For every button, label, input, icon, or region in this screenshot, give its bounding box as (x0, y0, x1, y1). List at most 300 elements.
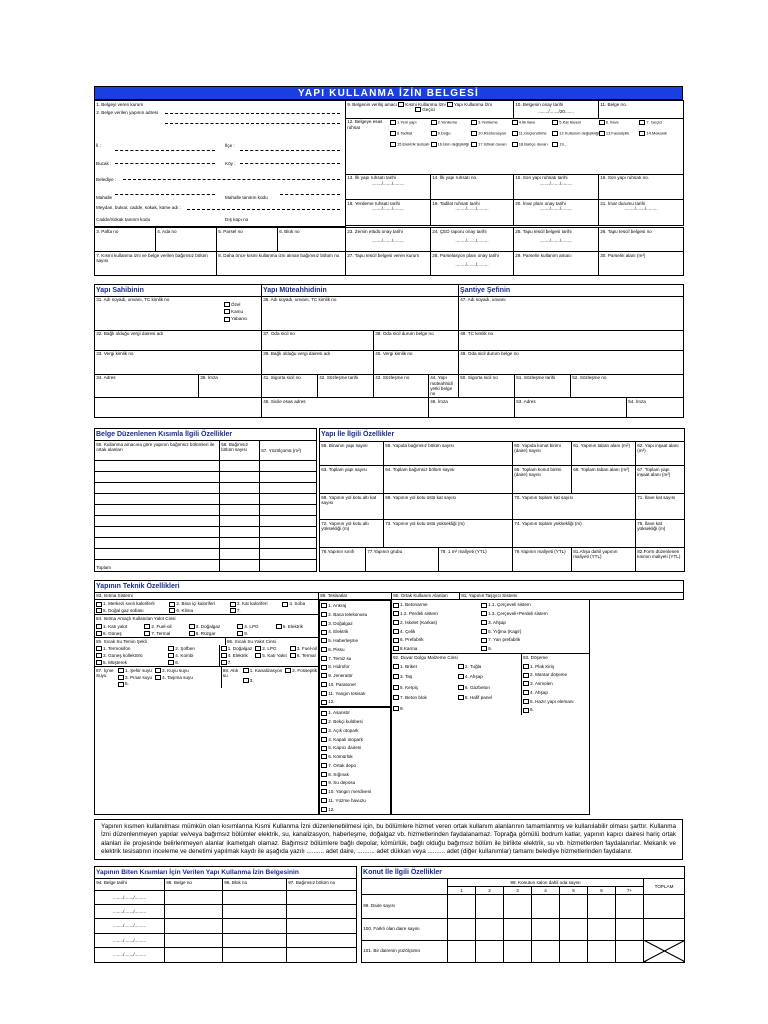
ruhsat-option (390, 131, 431, 136)
belge-cell[interactable] (260, 460, 317, 471)
tasiyici-option-checkbox[interactable] (481, 629, 487, 634)
ortak-option-checkbox[interactable] (321, 772, 327, 777)
f10-value[interactable]: ......../......./20....... (538, 109, 574, 115)
f18-value[interactable]: ......../......./......... (371, 206, 405, 212)
f101-label: 101. Bir dairenin yüzölçümü (362, 940, 448, 962)
tesisat-option-checkbox[interactable] (321, 603, 327, 608)
atik-option-checkbox[interactable] (243, 678, 249, 683)
biten-cell[interactable]: ......../......./......... (95, 904, 165, 918)
f15-value[interactable]: ......../......./......... (539, 180, 573, 186)
f10-label: 10. Belgenin onay tarihi (515, 101, 564, 107)
belediye-input[interactable] (123, 176, 340, 180)
ozel-checkbox[interactable] (224, 302, 230, 307)
belge-cell[interactable] (220, 537, 260, 548)
il-input[interactable] (115, 147, 215, 151)
sicak_yakit-option-checkbox[interactable] (255, 646, 261, 651)
sicak-option-checkbox[interactable] (96, 660, 102, 665)
belge-cell[interactable] (220, 548, 260, 559)
duvar-option-checkbox[interactable] (393, 685, 399, 690)
ruhsat-option-checkbox[interactable] (552, 142, 558, 147)
f23-value[interactable]: ......../......./......... (371, 238, 405, 244)
ruhsat-option-checkbox[interactable] (471, 142, 477, 147)
belge-cell[interactable] (220, 504, 260, 515)
tesisat-option-checkbox[interactable] (321, 682, 327, 687)
doseme-option-checkbox[interactable] (523, 708, 529, 713)
belge-cell[interactable] (95, 493, 220, 504)
mahalle-input[interactable] (115, 191, 215, 195)
form-title: YAPI KULLANMA İZİN BELGESİ (94, 86, 683, 100)
sicak_yakit-option-checkbox[interactable] (290, 653, 296, 658)
belge-toplam: Toplam (95, 559, 220, 571)
doseme-option-checkbox[interactable] (523, 673, 529, 678)
duvar-option-checkbox[interactable] (458, 695, 464, 700)
tesisat-option (321, 620, 389, 627)
tesisat-option-label: 2. Baca telekonusu (328, 611, 368, 617)
f47-label: 47. Adı soyadı, unvanı (459, 296, 684, 330)
tasiyici-option (481, 636, 588, 643)
duvar-option-checkbox[interactable] (393, 695, 399, 700)
belge-cell[interactable] (260, 504, 317, 515)
tasiyici-option (481, 645, 588, 652)
biten-cell[interactable] (287, 904, 357, 918)
yakit-option-checkbox[interactable] (189, 624, 195, 629)
belge-cell[interactable] (220, 493, 260, 504)
belge-header: Belge Düzenlenen Kısımla İlgili Özellikler (95, 429, 317, 441)
yakit-option-checkbox[interactable] (96, 624, 102, 629)
belediye-label: Belediye : (96, 177, 117, 182)
sicak-yakit-list (220, 645, 318, 666)
tesisat-option (321, 611, 389, 618)
belge-cell[interactable] (220, 526, 260, 537)
belge-cell[interactable] (95, 537, 220, 548)
tasiyici-option-checkbox[interactable] (481, 620, 487, 625)
doseme-option-label: 2. Mantar döşeme (530, 672, 568, 678)
f1-input[interactable] (165, 110, 340, 114)
f28-value[interactable]: ......../......./......... (455, 262, 489, 268)
f23-cell (346, 228, 431, 252)
belge-cell[interactable] (95, 515, 220, 526)
f92-label: 92. Duvar Dolgu Malzeme Cinsi (392, 654, 522, 661)
top-info-table (94, 100, 684, 227)
f30-label: 30. Parselin alanı (m²) (599, 252, 684, 276)
sicak-option-checkbox[interactable] (168, 660, 174, 665)
sicak_yakit-option-checkbox[interactable] (221, 653, 227, 658)
tesisat-option-checkbox[interactable] (321, 673, 327, 678)
belge-cell[interactable] (260, 548, 317, 559)
tesisat-option-checkbox[interactable] (321, 691, 327, 696)
belge-cell[interactable] (260, 482, 317, 493)
f16-cell (599, 174, 684, 200)
ruhsat-option-checkbox[interactable] (552, 120, 558, 125)
ortak-option-checkbox[interactable] (321, 711, 327, 716)
tasiyici-option-checkbox[interactable] (481, 611, 487, 616)
ortak-option-checkbox[interactable] (321, 746, 327, 751)
ruhsat-option-checkbox[interactable] (471, 131, 477, 136)
yakit-option-checkbox[interactable] (96, 631, 102, 636)
belge-cell[interactable] (220, 471, 260, 482)
biten-cell[interactable] (223, 904, 287, 918)
ruhsat-option-checkbox[interactable] (512, 142, 518, 147)
biten-cell[interactable] (287, 933, 357, 947)
ruhsat-option (512, 131, 553, 136)
f52-label: 52. Sözleşme no (571, 374, 684, 398)
atik-option-label: 3. (249, 678, 254, 684)
ortak-option-label: 5. Kapıcı dairesi (328, 745, 362, 751)
atik-option (243, 678, 282, 687)
belge-cell[interactable] (95, 504, 220, 515)
yapi-kullanma-checkbox[interactable] (447, 102, 453, 107)
ortak-option-checkbox[interactable] (321, 807, 327, 812)
biten-cell[interactable] (165, 933, 223, 947)
yakit-option (96, 624, 141, 629)
sicak_yakit-option-checkbox[interactable] (221, 660, 227, 665)
f9-label: 9. Belgenin veriliş amacı (347, 101, 397, 107)
biten-cell[interactable] (287, 890, 357, 904)
ruhsat-option-checkbox[interactable] (390, 142, 396, 147)
belge-cell[interactable] (260, 471, 317, 482)
yakit-option-checkbox[interactable] (237, 631, 243, 636)
sicak-option-checkbox[interactable] (96, 646, 102, 651)
table-row (95, 890, 357, 904)
sicak_yakit-option-label: 3. Fuel-oil (296, 646, 317, 652)
tasiyici-option-checkbox[interactable] (393, 611, 399, 616)
belge-cell[interactable] (220, 515, 260, 526)
f25-value[interactable]: ......../......./......... (539, 238, 573, 244)
f20-label: 20. İmar planı onay tarihi (515, 200, 566, 206)
tasiyici-option-label: 7. Yarı prefabrik (488, 637, 521, 643)
tasiyici-option-checkbox[interactable] (393, 629, 399, 634)
f70-label: 70. Yapının toplam kat sayısı (513, 493, 636, 519)
isitma-option-checkbox[interactable] (230, 608, 236, 613)
duvar-option-label: 1. Briket (400, 663, 417, 669)
ruhsat-option (471, 142, 512, 147)
koy-label: Köy : (225, 161, 236, 166)
yakit-option (189, 631, 235, 636)
tasiyici-option-checkbox[interactable] (393, 646, 399, 651)
ruhsat-option-label: 14.Mekanik (646, 130, 667, 136)
duvar-option-checkbox[interactable] (458, 664, 464, 669)
meydan-input[interactable] (187, 206, 340, 210)
f27-label: 27. Tapu tescil belgesi veren kurum (346, 252, 431, 276)
table-row (95, 548, 317, 559)
isitma-option-checkbox[interactable] (169, 602, 175, 607)
konut-header: Konut İle İlgili Özellikler (362, 867, 685, 879)
form-page (94, 86, 683, 963)
ortak-option (321, 797, 389, 804)
belge-cell[interactable] (95, 482, 220, 493)
f2-input[interactable] (165, 120, 340, 124)
tasiyici-option-checkbox[interactable] (393, 603, 399, 608)
f86-label: 86. Sıcak Su Yakıt Cinsi (227, 638, 276, 644)
yabanci-checkbox[interactable] (224, 317, 230, 322)
ruhsat-options (390, 120, 680, 147)
ruhsat-option (552, 142, 599, 147)
duvar-option-label: 8. Hafif panel (464, 695, 492, 701)
yakit-option-label: 9. (244, 630, 249, 636)
ortak-option-checkbox[interactable] (321, 719, 327, 724)
tasiyici-option-checkbox[interactable] (393, 620, 399, 625)
table-row (95, 933, 357, 947)
biten-cell[interactable]: ......../......./......... (95, 948, 165, 962)
yakit-option (237, 631, 272, 636)
belge-cell[interactable] (260, 493, 317, 504)
ortak-list (319, 707, 391, 814)
ruhsat-option-checkbox[interactable] (390, 120, 396, 125)
isitma-option-checkbox[interactable] (282, 602, 288, 607)
biten-cell[interactable] (223, 919, 287, 933)
ortak-option-checkbox[interactable] (321, 754, 327, 759)
tasiyici-option-label: 2. İskelet (Karkas) (400, 619, 438, 625)
doseme-option-checkbox[interactable] (523, 690, 529, 695)
ortak-option-label: 9. Su deposu (328, 780, 356, 786)
f68-label: 68. Yapının yol kotu altı kat sayısı (320, 493, 384, 519)
biten-cell[interactable] (165, 904, 223, 918)
yakit-option-label: 3. Doğalgaz (195, 623, 221, 629)
ruhsat-option-checkbox[interactable] (552, 131, 558, 136)
f21-value[interactable]: ......../......./......... (624, 206, 658, 212)
f13-value[interactable]: ......../......./......... (371, 180, 405, 186)
f15-cell (514, 174, 599, 200)
f31-label: 31. Adı soyadı, unvanı, TC kimlik no (96, 297, 170, 303)
ruhsat-option-label: 18.Bahçe duvarı (518, 141, 548, 147)
kismi-label: Kısmi Kullanma İzni (405, 101, 446, 107)
biten-cell[interactable] (287, 948, 357, 962)
sicak_yakit-option-label: 1. Doğalgaz (227, 646, 253, 652)
mahalle-kodu-input[interactable] (280, 191, 340, 195)
biten-cell[interactable] (223, 890, 287, 904)
f66-label: 66. Toplam taban alanı (m²) (572, 465, 636, 493)
ruhsat-option-checkbox[interactable] (599, 131, 605, 136)
sicak-option (96, 646, 165, 651)
f51-label: 51. Sözleşme tarihi (515, 374, 571, 398)
bucak-input[interactable] (115, 160, 215, 164)
ortak-option-label: 11. Yüzme havuzu (328, 797, 366, 803)
yakit-option-checkbox[interactable] (189, 631, 195, 636)
isitma-option (96, 601, 166, 606)
isitma-option-checkbox[interactable] (96, 602, 102, 607)
isitma-option (96, 608, 166, 613)
doseme-option-checkbox[interactable] (523, 699, 529, 704)
tesisat-option-checkbox[interactable] (321, 700, 327, 705)
f98-label: 98. Konutun salon dahil oda sayısı (448, 878, 644, 886)
biten-cell[interactable] (223, 933, 287, 947)
ruhsat-option-checkbox[interactable] (431, 120, 437, 125)
gecici-checkbox[interactable] (415, 107, 421, 112)
tesisat-option-checkbox[interactable] (321, 612, 327, 617)
belge-cell[interactable] (95, 526, 220, 537)
teknik-header: Yapının Teknik Özellikleri (95, 580, 684, 592)
biten-cell[interactable]: ......../......./......... (95, 933, 165, 947)
konut-col-header: 2 (476, 886, 504, 894)
tesisat-option-label: 7. Temiz su (328, 655, 352, 661)
isitma-option (230, 608, 279, 613)
ruhsat-option-checkbox[interactable] (512, 120, 518, 125)
icme-option (155, 675, 193, 680)
atik-option-checkbox[interactable] (243, 668, 249, 673)
duvar-option-checkbox[interactable] (393, 706, 399, 711)
f19-label: 19. Tadilat ruhsatı tarihi (432, 200, 480, 206)
f43-label: 43. Sözleşme no (374, 374, 429, 398)
ortak-option-checkbox[interactable] (321, 728, 327, 733)
sicak_yakit-option-checkbox[interactable] (290, 646, 296, 651)
duvar-option-checkbox[interactable] (458, 674, 464, 679)
table-row (95, 460, 317, 471)
ruhsat-option (639, 131, 680, 136)
ruhsat-option-checkbox[interactable] (639, 120, 645, 125)
f24-value[interactable]: ......../......./......... (455, 238, 489, 244)
icme-option-checkbox[interactable] (118, 675, 124, 680)
belge-cell[interactable] (260, 526, 317, 537)
f93-label: 93. Döşeme (523, 655, 548, 661)
ortak-option-checkbox[interactable] (321, 763, 327, 768)
sicak-option-checkbox[interactable] (168, 653, 174, 658)
icme-option-checkbox[interactable] (118, 682, 124, 687)
sicak_yakit-option-label: 5. Katı Yakıt (262, 652, 287, 658)
tesisat-option-checkbox[interactable] (321, 638, 327, 643)
yakit-option-checkbox[interactable] (276, 624, 282, 629)
ruhsat-option-checkbox[interactable] (431, 131, 437, 136)
sicak-option-checkbox[interactable] (168, 646, 174, 651)
tasiyici-option-checkbox[interactable] (481, 638, 487, 643)
duvar-option-checkbox[interactable] (393, 674, 399, 679)
f29-label: 29. Parselin kullanım amacı (514, 252, 599, 276)
biten-cell[interactable] (165, 890, 223, 904)
ortak-option-checkbox[interactable] (321, 798, 327, 803)
f25-cell (514, 228, 599, 252)
ortak-option-label: 12. (328, 806, 335, 812)
f20-value[interactable]: ......../......./......... (539, 206, 573, 212)
icme-option (118, 681, 152, 686)
icme-option-checkbox[interactable] (155, 675, 161, 680)
biten-cell[interactable]: ......../......./......... (95, 890, 165, 904)
biten-cell[interactable] (165, 919, 223, 933)
yakit-option-checkbox[interactable] (144, 631, 150, 636)
ruhsat-option (471, 131, 512, 136)
doseme-option-checkbox[interactable] (523, 681, 529, 686)
belge-cell[interactable] (220, 460, 260, 471)
biten-cell[interactable]: ......../......./......... (95, 919, 165, 933)
ruhsat-option-checkbox[interactable] (512, 131, 518, 136)
bottom-block (94, 866, 683, 962)
doseme-option-label: 6. (530, 707, 534, 713)
koy-input[interactable] (240, 160, 340, 164)
yakit-option-label: 2. Fuel-oil (151, 623, 172, 629)
atik-option-checkbox[interactable] (285, 668, 291, 673)
sicak-option-checkbox[interactable] (96, 653, 102, 658)
f15-label: 15. Son yapı ruhsatı tarihi (515, 175, 568, 181)
f24-label: 24. ÇED raporu onay tarihi (432, 228, 487, 234)
tesisat-option (321, 663, 389, 670)
sicak-option (168, 653, 217, 658)
belge-cell[interactable] (260, 537, 317, 548)
yakit-option-checkbox[interactable] (144, 624, 150, 629)
tesisat-option (321, 698, 389, 705)
tesisat-option-checkbox[interactable] (321, 630, 327, 635)
duvar-option-checkbox[interactable] (458, 685, 464, 690)
f73-label: 73. Yapının yol kotu üstü yüksekliği (m) (384, 519, 513, 547)
isitma-option-checkbox[interactable] (230, 602, 236, 607)
ruhsat-option (599, 120, 640, 125)
yakit-option-checkbox[interactable] (237, 624, 243, 629)
ruhsat-option-label: 15.Elektrik tesisatı (397, 141, 430, 147)
usage-note: Yapının kısmen kullanılması mümkün olan kısımlarına Kısmi Kullanma İzni düzenlenebilmesi için, bu bölümlere hizmet veren ortak kullanım alanlarının tamamlanmış ve kullanılabilir olması şarttır. Kullanma İzni düzenlenmeyen yapılar ve/veya bağımsız bölümler elektrik, su, kanalizasyon, haberleşme, doğalgaz vb. hizmetlerinden faydalanamaz. Toprağa gömülü bodrum katlar, yapının kapıcı dairesi hariç ortak alanları ile projesinde belirlenmeyen alanlar ikametgah olamaz. Bağımsız bölümlere bağlı depolar, kömürlük, bağlı olduğu bağımsız bölüm ile birlikte elektrik, su vb. hizmetlerden faydalanırlar. Mekanik ve elektrik tesisatının inceleme ve denetimi yapılmak kaydı ile aşağıda yazılı .......... adet daire, .......... adet dükkan veya .......... adet (diğer kullanımlar) tamamı belediye hizmetlerinden faydalanır. (94, 819, 683, 860)
ilce-input[interactable] (240, 147, 340, 151)
ortak-option-checkbox[interactable] (321, 737, 327, 742)
konut-col-header: 1 (448, 886, 476, 894)
biten-cell[interactable] (223, 948, 287, 962)
tesisat-option (321, 681, 389, 688)
belge-cell[interactable] (95, 471, 220, 482)
ortak-option-checkbox[interactable] (321, 781, 327, 786)
ruhsat-option-checkbox[interactable] (431, 142, 437, 147)
tasiyici-option-checkbox[interactable] (481, 646, 487, 651)
doseme-option (523, 689, 574, 696)
ortak-option-checkbox[interactable] (321, 789, 327, 794)
konut-col-header: 3 (504, 886, 532, 894)
isitma-list (95, 600, 318, 614)
duvar-option (458, 663, 520, 672)
sicak-option (168, 646, 217, 651)
f19-value[interactable]: ......../......./......... (455, 206, 489, 212)
kismi-checkbox[interactable] (398, 102, 404, 107)
tesisat-option-checkbox[interactable] (321, 656, 327, 661)
duvar-option-label: 2. Tuğla (464, 663, 482, 669)
konut-table (361, 866, 685, 962)
ruhsat-option-label: 1.Yeni yapı (397, 119, 417, 125)
ruhsat-option-checkbox[interactable] (639, 131, 645, 136)
atik-option (285, 668, 317, 677)
table-row (95, 493, 317, 504)
tasiyici-option-checkbox[interactable] (481, 603, 487, 608)
tesisat-option-checkbox[interactable] (321, 621, 327, 626)
tesisat-option-checkbox[interactable] (321, 647, 327, 652)
belge-cell[interactable] (260, 515, 317, 526)
ruhsat-option (431, 142, 472, 147)
biten-cell[interactable] (165, 948, 223, 962)
doseme-option-checkbox[interactable] (523, 664, 529, 669)
doseme-option (523, 698, 574, 705)
duvar-option-label: 5. Kerpiç (400, 684, 419, 690)
sicak_yakit-option-checkbox[interactable] (221, 646, 227, 651)
f69-label: 69. Yapının yol kotu üstü kat sayısı (384, 493, 513, 519)
sicak_yakit-option (255, 653, 287, 658)
ruhsat-option-checkbox[interactable] (471, 120, 477, 125)
ruhsat-option-checkbox[interactable] (390, 131, 396, 136)
duvar-option-checkbox[interactable] (393, 664, 399, 669)
isitma-option-checkbox[interactable] (96, 608, 102, 613)
tasiyici-option-label: 5. Yığma (Kagir) (488, 628, 522, 634)
kamu-checkbox[interactable] (224, 309, 230, 314)
belge-cell[interactable] (220, 482, 260, 493)
belge-cell[interactable] (95, 460, 220, 471)
f11-label: 11. Belge no. (600, 101, 627, 107)
icme-option-checkbox[interactable] (155, 668, 161, 673)
atik-list (243, 668, 317, 687)
f12-label: 12. Belgeye esas ruhsat (347, 119, 383, 130)
tasiyici-option-checkbox[interactable] (393, 638, 399, 643)
duvar-option (393, 684, 455, 693)
sicak_yakit-option-checkbox[interactable] (255, 653, 261, 658)
biten-cell[interactable] (287, 919, 357, 933)
ruhsat-option-checkbox[interactable] (599, 120, 605, 125)
tesisat-option-checkbox[interactable] (321, 665, 327, 670)
belge-cell[interactable] (95, 548, 220, 559)
f99-label: 99. Daire sayısı (362, 894, 448, 918)
atik-option (243, 668, 282, 677)
isitma-option-checkbox[interactable] (169, 608, 175, 613)
icme-option-checkbox[interactable] (118, 668, 124, 673)
tesisat-option (321, 690, 389, 697)
